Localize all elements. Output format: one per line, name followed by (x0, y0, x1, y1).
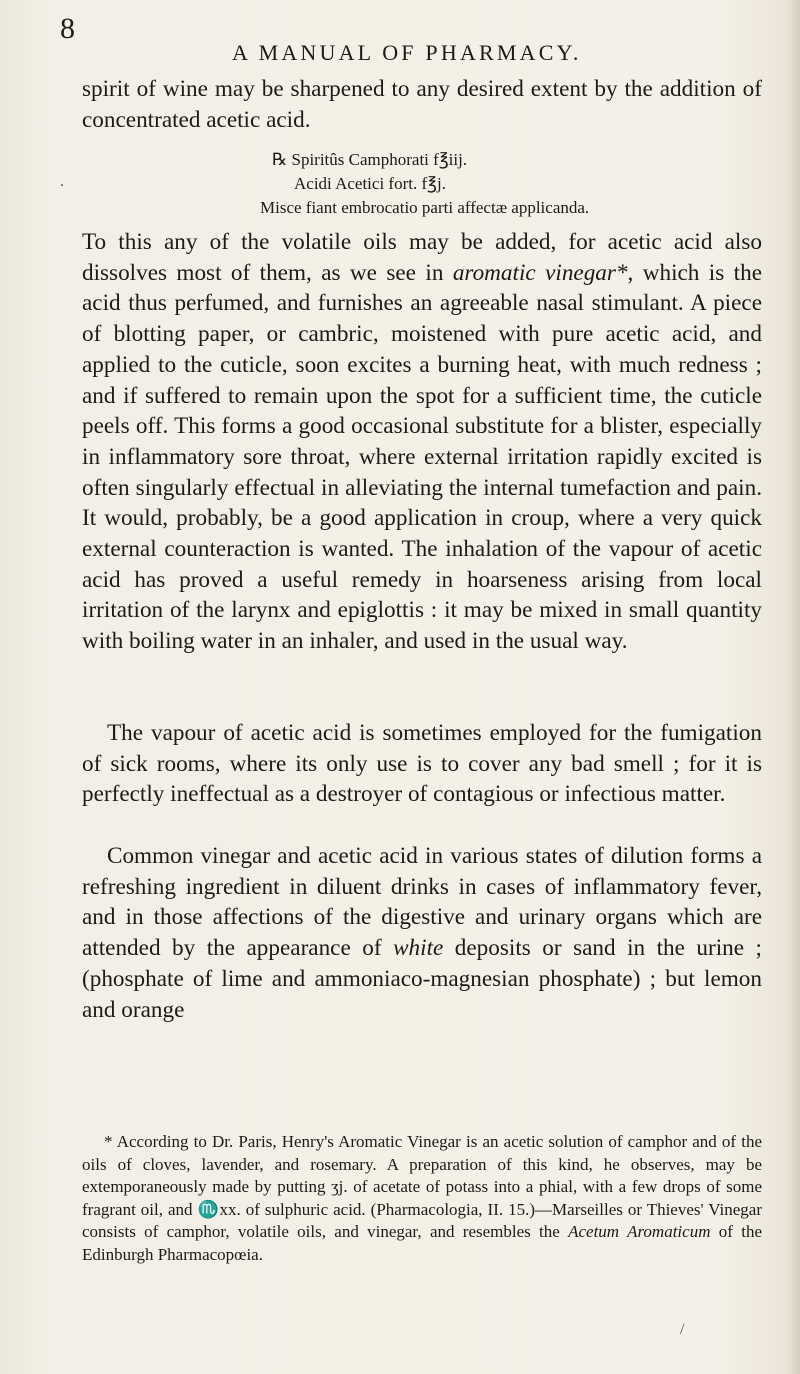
recipe-line-directions: Misce fiant embrocatio parti affectæ applicanda. (260, 198, 590, 217)
footnote-text-b: of the Edinburgh Pharmacopœia. (82, 1222, 762, 1264)
footnote (82, 1131, 762, 1267)
recipe-line-spirit: ℞ Spiritûs Camphorati f℥iij. (272, 150, 468, 169)
paragraph-fumigation: The vapour of acetic acid is sometimes employed for the fumigation of sick rooms, where its only use is to cover any bad smell ; for it is perfectly ineffectual as a destroyer of contagious or infectious matter. (82, 720, 762, 808)
footnote-text-a: * According to Dr. Paris, Henry's Aromatic Vinegar is an acetic solution of camphor and of the oils of cloves, lavender, and rosemary. A preparation of this kind, he observes, may be extemporaneously made by putting ʒj. of acetate of potass into a phial, with a few drops of some fragrant oil, and ♏xx. of sulphuric acid. (Pharmacologia, II. 15.)—Marseilles or Thieves' Vinegar consists of camphor, volatile oils, and vinegar, and resembles the (82, 1132, 762, 1242)
page-edge-shadow (786, 0, 800, 1374)
paragraph-1-text-a: To this any of the volatile oils may be added, for acetic acid also dissolves most of them, as we see in (82, 229, 762, 286)
paragraph-3-italic: white (393, 935, 444, 962)
stray-ink-mark: / (680, 1321, 685, 1338)
footnote-italic: Acetum Aromaticum (568, 1222, 711, 1242)
recipe-line-acid: Acidi Acetici fort. f℥j. (294, 174, 446, 193)
intro-paragraph: spirit of wine may be sharpened to any desired extent by the addition of concentrated acetic acid. (82, 76, 762, 133)
recipe-block (260, 148, 590, 220)
paragraph-common-vinegar (82, 841, 762, 1025)
stray-ink-dot: . (60, 173, 64, 190)
paragraph-1-text-b: , which is the acid thus perfumed, and furnishes an agreeable nasal stimulant. A piece of blotting paper, or cambric, moistened with pure acetic acid, and applied to the cuticle, soon excites a burning heat, with much redness ; and if suffered to remain upon the spot for a sufficient time, the cuticle peels off. This forms a good occasional substitute for a blister, especially in inflammatory sore throat, where external irritation rapidly excited is often singularly effectual in alleviating the internal tumefaction and pain. It would, probably, be a good application in croup, where a very quick external counteraction is wanted. The inhalation of the vapour of acetic acid has proved a useful remedy in hoarseness arising from local irritation of the larynx and epiglottis : it may be mixed in small quantity with boiling water in an inhaler, and used in the usual way. (82, 259, 762, 655)
page-number: 8 (60, 12, 75, 45)
paragraph-aromatic-vinegar (82, 227, 762, 657)
paragraph-1-italic: aromatic vinegar* (452, 259, 628, 286)
running-head: A MANUAL OF PHARMACY. (232, 40, 582, 65)
paragraph-3-text-b: deposits or sand in the urine ; (phosphate of lime and ammoniaco-magnesian phosphate) ; but lemon and orange (82, 935, 762, 1023)
paragraph-3-text-a: Common vinegar and acetic acid in various states of dilution forms a refreshing ingredient in diluent drinks in cases of inflammatory fever, and in those affections of the digestive and urinary organs which are attended by the appearance of (82, 843, 762, 962)
